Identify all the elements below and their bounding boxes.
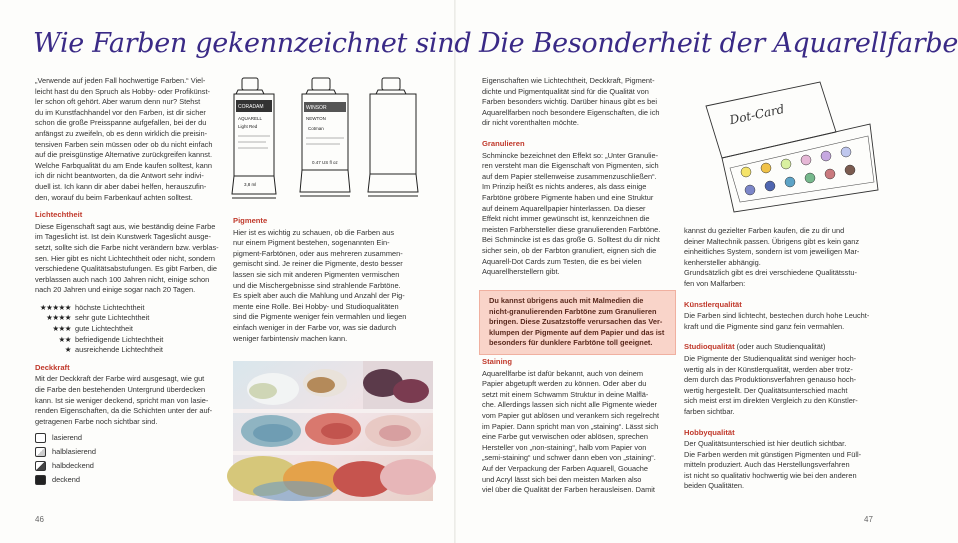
granulieren-heading: Granulieren — [482, 138, 525, 148]
square-half-dark-icon — [35, 461, 46, 471]
star-icon: ★ — [64, 345, 71, 355]
intro-paragraph: „Verwende auf jeden Fall hochwertige Farben.“ Viel- leicht hast du den Spruch als Hobby- oder Profikünst- ler schon oft gehört. Aber warum denn nur? Stehst du im Kunstfachhandel vor den Farben, ist dir sicher schon die große Preisspanne aufgefallen, bei der du anfängst zu zweifeln, ob es denn wirklich die preisin- tensiven Farben sein müssen oder ob du nicht einfach auf die preisgünstige Alternative zurückgreifen kannst. Welche Farbqualität du am Ende kaufen solltest, kann ich dir nicht beantworten, da die Antwort sehr indivi- duell ist. Ich kann dir aber dabei helfen, herauszufin- den, worauf du beim Farbenkauf achten solltest. — [35, 76, 213, 202]
dot-card-label: Dot-Card — [728, 101, 786, 128]
left-page-number: 46 — [35, 515, 44, 524]
tube1-label-line1: CORADAM — [238, 104, 264, 110]
right-page-title: Die Besonderheit der Aquarellfarbe — [479, 28, 958, 59]
tip-callout-box: Du kannst übrigens auch mit Malmedien die nicht-granulierenden Farbtöne zum Granulieren bringen. Diese Zusatzstoffe verursachen das Ver- klumpen der Pigmente auf dem Papier und das ist besonders für dunklere Farbtöne toll geeignet. — [479, 290, 676, 355]
right-column-1 — [482, 76, 682, 278]
square-filled-icon — [35, 475, 46, 485]
left-column-1 — [35, 76, 235, 486]
star-icon: ★★★ — [52, 324, 71, 334]
right-page-number: 47 — [864, 515, 873, 524]
lichtechtheit-paragraph: Diese Eigenschaft sagt aus, wie beständig deine Farbe im Tageslicht ist. Ist dein Kunstwerk Tageslicht ausge- setzt, sollte sich die Farbe nicht verändern bzw. verblas- sen. Hier gibt es nicht Lichtechtheit oder nicht, sondern verschiedene Qualitätsabstufungen. Es gibt Farben, die verblassen auch nach 100 Jahren nicht, einige schon nach 20 Jahren und einige sogar nach 20 Tagen. — [35, 221, 219, 295]
star-icon: ★★★★ — [46, 313, 71, 323]
opacity-row: halbdeckend — [35, 460, 235, 472]
studio-paragraph: Die Pigmente der Studienqualität sind weniger hoch- wertig als in der Künstlerqualität, werden aber trotz- dem durch das Produktionsverfahren genauso hoch- wertig hergestellt. Der Qualitätsunterschied macht sich meist erst im direkten Vergleich zu den Künstler- farben sichtbar. — [684, 353, 858, 416]
svg-text:AQUARELL: AQUARELL — [238, 116, 263, 121]
svg-text:Cotman: Cotman — [308, 126, 324, 131]
square-empty-icon — [35, 433, 46, 443]
right-column-1-lower — [482, 357, 682, 496]
star-rating-legend — [35, 303, 235, 356]
star-rating-row: ★★★★★ höchste Lichtechtheit — [35, 303, 235, 314]
quality-intro-paragraph: kannst du gezielter Farben kaufen, die zu dir und deiner Maltechnik passen. Übrigens gibt es kein ganz einheitliches System, sondern ist vom jeweiligen Mar- kenhersteller abhängig. Grundsätzlich gibt es drei verschiedene Qualitätsstu- fen von Malfarben: — [684, 226, 860, 288]
left-column-2 — [233, 216, 433, 344]
paint-tubes-illustration — [230, 76, 430, 204]
deckkraft-heading: Deckkraft — [35, 362, 70, 372]
tube2-label-line1: WINSOR — [306, 105, 327, 111]
hobby-paragraph: Der Qualitätsunterschied ist hier deutlich sichtbar. Die Farben werden mit günstigen Pigmenten und Füll- mitteln produziert. Auch das Herstellungsverfahren ist nicht so qualitativ hochwertig wie bei den anderen beiden Qualitäten. — [684, 439, 862, 491]
svg-text:0.47 US fl oz: 0.47 US fl oz — [312, 160, 338, 165]
star-icon: ★★ — [58, 334, 71, 344]
watercolor-palette-photo — [233, 361, 433, 501]
svg-text:NEWTON: NEWTON — [306, 116, 326, 121]
right-intro-paragraph: Eigenschaften wie Lichtechtheit, Deckkraft, Pigment- dichte und Pigmentqualität sind für die Qualität von Farben besonders wichtig. Darüber hinaus gibt es bei Aquarellfarben noch besondere Eigenschaften, die ich dir nicht vorenthalten möchte. — [482, 76, 660, 128]
svg-text:Light Red: Light Red — [238, 124, 258, 129]
kuenstler-paragraph: Die Farben sind lichtecht, bestechen durch hohe Leucht- kraft und die Pigmente sind ganz fein vermahlen. — [684, 311, 870, 331]
kuenstler-heading: Künstlerqualität — [684, 299, 742, 309]
opacity-row: deckend — [35, 474, 235, 486]
dot-card-illustration — [700, 78, 880, 218]
tube1-size: 3,8 ml — [244, 182, 257, 187]
studio-heading-suffix: (oder auch Studienqualität) — [734, 342, 826, 352]
studio-heading: Studioqualität — [684, 342, 735, 352]
right-column-2 — [684, 226, 884, 492]
gutter — [454, 0, 456, 543]
opacity-row: halblasierend — [35, 446, 235, 458]
left-page-title: Wie Farben gekennzeichnet sind — [33, 28, 472, 59]
star-rating-row: ★★★★ sehr gute Lichtechtheit — [35, 313, 235, 324]
opacity-row: lasierend — [35, 432, 235, 444]
hobby-heading: Hobbyqualität — [684, 427, 735, 437]
star-icon: ★★★★★ — [39, 302, 71, 312]
staining-heading: Staining — [482, 357, 512, 366]
star-rating-row: ★ ausreichende Lichtechtheit — [35, 345, 235, 356]
star-rating-row: ★★ befriedigende Lichtechtheit — [35, 335, 235, 346]
staining-paragraph: Aquarellfarbe ist dafür bekannt, auch von deinem Papier abgetupft werden zu können. Oder aber du setzt mit einem Schwamm Struktur in deine Malflä- che. Allerdings lassen sich nicht alle Pigmente wieder vom Papier gut ablösen und verankern sich regelrecht im Papier. Dann spricht man von „staining“. Lässt sich eine Farbe gut verwischen oder ablösen, sprechen Hersteller von „non-staining“, halb vom Papier von „semi-staining“ und schwer dann eben von „staining“. Auf der Verpackung der Farben Aquarell, Gouache und Acryl lässt sich bei den meisten Marken also viel über die Qualität der Farben herausleisen. Damit — [482, 368, 660, 495]
studio-heading-row — [684, 342, 884, 353]
lichtechtheit-heading: Lichtechtheit — [35, 210, 83, 220]
deckkraft-paragraph: Mit der Deckkraft der Farbe wird ausgesagt, wie gut die Farbe den bestehenden Untergrund überdecken kann. Ist sie weniger deckend, spricht man von lasie- renden Eigenschaften, da die Schichten unter der auf- getragenen Farbe noch sichtbar sind. — [35, 374, 213, 426]
granulieren-paragraph: Schmincke bezeichnet den Effekt so: „Unter Granulie- ren versteht man die Eigenschaft von Pigmenten, sich auf dem Papier stellenweise zusammenzuschließen“. Im Prinzip heißt es nichts anderes, als dass einige Farbtöne gröbere Pigmente haben und eine Struktur auf deinem Aquarellpapier hinterlassen. Da dieser Effekt nicht immer gewünscht ist, kennzeichnen die meisten Farbhersteller diese granulierenden Farbtöne. Bei Schmincke ist es das große G. Solltest du dir nicht sicher sein, ob der Farbton granuliert, eignen sich die Aquarell-Dot Cards zum Testen, die es bei vielen Aquarellherstellern gibt. — [482, 150, 661, 277]
pigmente-heading: Pigmente — [233, 216, 268, 225]
color-dots — [741, 147, 855, 195]
pigmente-paragraph: Hier ist es wichtig zu schauen, ob die Farben aus nur einem Pigment bestehen, sogenannten Ein- pigment-Farbtönen, oder aus mehreren zusammen- gemischt sind. Je reiner die Pigmente, desto besser lassen sie sich mit anderen Pigmenten vermischen und die Mischergebnisse sind strahlende Farbtöne. Es spielt aber auch die Mahlung und Anzahl der Pig- mente eine Rolle. Bei Hobby- und Studioqualitäten sind die Pigmente weniger fein vermahlen und liegen einfach weniger in der Farbe vor, was sie dadurch weniger farbintensiv machen kann. — [233, 227, 407, 343]
square-half-light-icon — [35, 447, 46, 457]
star-rating-row: ★★★ gute Lichtechtheit — [35, 324, 235, 335]
opacity-legend — [35, 432, 235, 486]
